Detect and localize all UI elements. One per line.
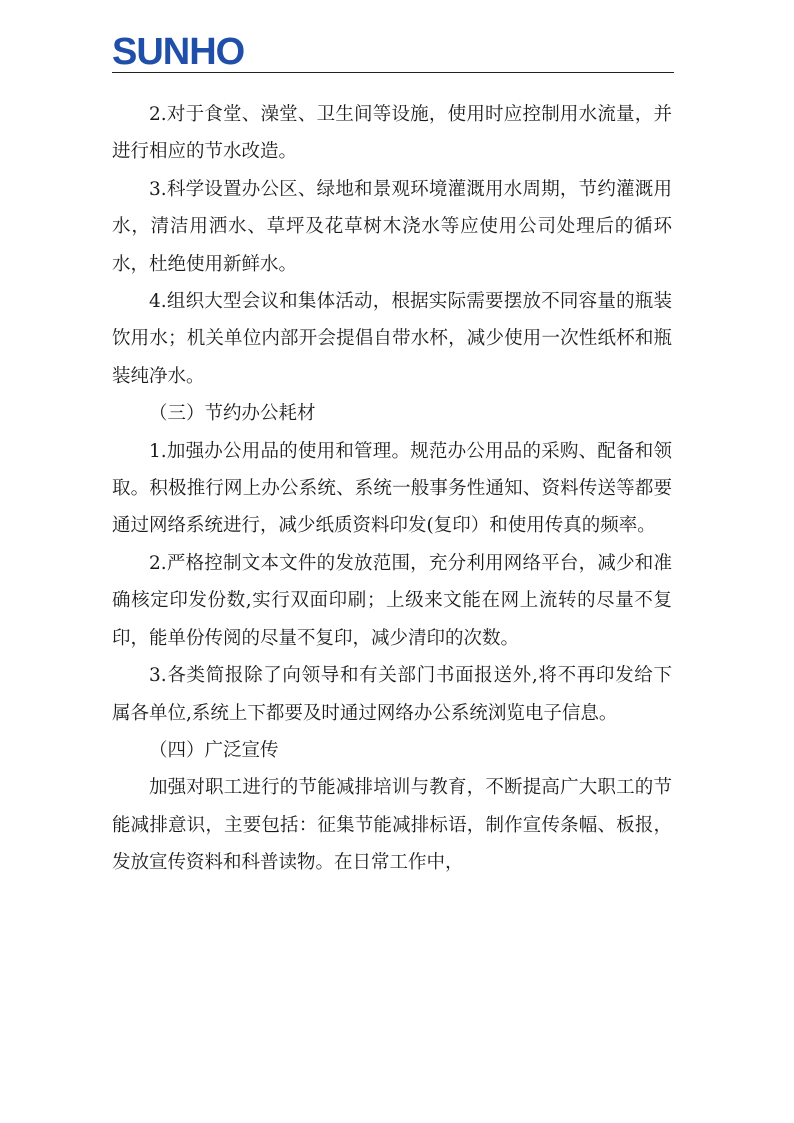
paragraph-briefings: 3.各类简报除了向领导和有关部门书面报送外,将不再印发给下属各单位,系统上下都要及时通过网络办公系统浏览电子信息。: [112, 665, 672, 724]
section-heading-publicity: （四）广泛宣传: [149, 739, 279, 761]
paragraph-meeting-water: 4.组织大型会议和集体活动，根据实际需要摆放不同容量的瓶装饮用水；机关单位内部开会提倡自带水杯，减少使用一次性纸杯和瓶装纯净水。: [112, 291, 672, 387]
section-heading-office-supplies: （三）节约办公耗材: [149, 403, 316, 425]
company-logo: SUNHO: [112, 31, 245, 73]
paragraph-office-supplies-management: 1.加强办公用品的使用和管理。规范办公用品的采购、配备和领取。积极推行网上办公系统、系统一般事务性通知、资料传送等都要通过网络系统进行，减少纸质资料印发(复印）和使用传真的频率。: [112, 440, 672, 537]
paragraph-document-distribution: 2.严格控制文本文件的发放范围，充分利用网络平台，减少和准确核定印发份数,实行双面印刷；上级来文能在网上流转的尽量不复印，能单份传阅的尽量不复印，减少清印的次数。: [112, 552, 672, 649]
document-body: [112, 96, 672, 882]
paragraph-water-canteen: 2.对于食堂、澡堂、卫生间等设施，使用时应控制用水流量，并进行相应的节水改造。: [112, 104, 672, 163]
paragraph-training: 加强对职工进行的节能减排培训与教育，不断提高广大职工的节能减排意识，主要包括：征集节能减排标语，制作宣传条幅、板报，发放宣传资料和科普读物。在日常工作中，: [112, 777, 672, 874]
paragraph-irrigation: 3.科学设置办公区、绿地和景观环境灌溉用水周期，节约灌溉用水，清洁用洒水、草坪及花草树木浇水等应使用公司处理后的循环水，杜绝使用新鲜水。: [112, 178, 672, 275]
header-divider: [112, 72, 674, 73]
